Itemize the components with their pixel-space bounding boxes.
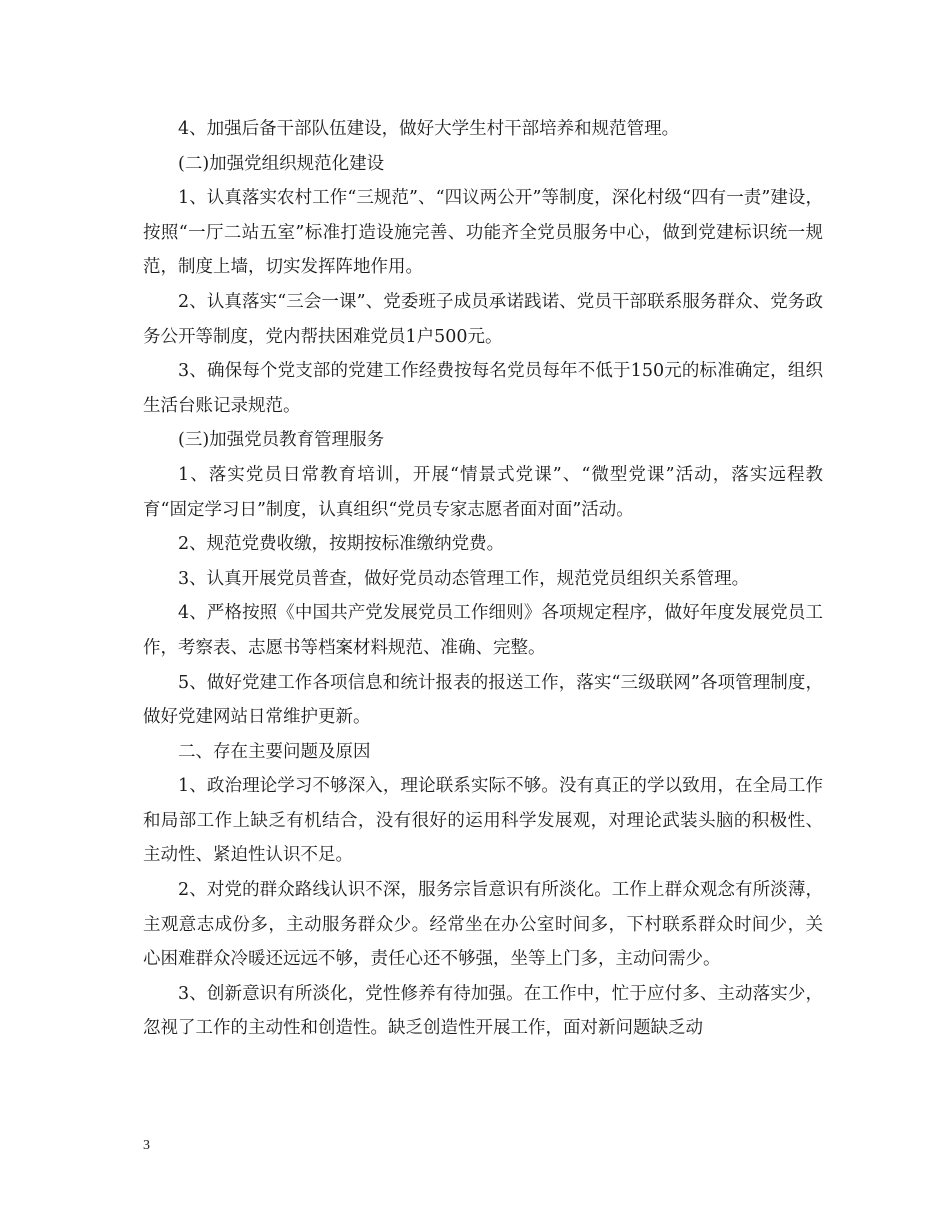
section-heading-main-problems: 二、存在主要问题及原因 [178,741,371,762]
paragraph-item-1-daily-training: 1、落实党员日常教育培训，开展“情景式党课”、“微型党课”活动，落实远程教育“固定学习日”制度，认真组织“党员专家志愿者面对面”活动。 [143,464,823,520]
paragraph-item-4-reserve-cadres: 4、加强后备干部队伍建设，做好大学生村干部培养和规范管理。 [178,119,680,139]
paragraph-item-3-funding: 3、确保每个党支部的党建工作经费按每名党员每年不低于150元的标准确定，组织生活台账记录规范。 [143,361,823,416]
paragraph-item-5-statistics-reporting: 5、做好党建工作各项信息和统计报表的报送工作，落实“三级联网”各项管理制度，做好党建网站日常维护更新。 [143,672,823,728]
section-heading-party-org-standardization: (二)加强党组织规范化建设 [178,153,385,174]
page-number: 3 [143,1138,150,1153]
paragraph-item-2-three-meetings-one-lesson: 2、认真落实“三会一课”、党委班子成员承诺践诺、党员干部联系服务群众、党务政务公开等制度，党内帮扶困难党员1户500元。 [143,291,823,347]
paragraph-item-1-rural-work-rules: 1、认真落实农村工作“三规范”、“四议两公开”等制度，深化村级“四有一责”建设，按照“一厅二站五室”标准打造设施完善、功能齐全党员服务中心，做到党建标识统一规范，制度上墙，切实发挥阵地作用。 [143,188,823,278]
section-heading-member-education: (三)加强党员教育管理服务 [178,430,385,451]
paragraph-problem-3-innovation: 3、创新意识有所淡化，党性修养有待加强。在工作中，忙于应付多、主动落实少，忽视了工作的主动性和创造性。缺乏创造性开展工作，面对新问题缺乏动 [143,983,823,1039]
paragraph-item-2-party-dues: 2、规范党费收缴，按期按标准缴纳党费。 [178,534,505,555]
document-body [143,112,823,1046]
paragraph-problem-1-theory-study: 1、政治理论学习不够深入，理论联系实际不够。没有真正的学以致用，在全局工作和局部工作上缺乏有机结合，没有很好的运用科学发展观，对理论武装头脑的积极性、主动性、紧迫性认识不足。 [143,776,823,866]
paragraph-item-4-member-development: 4、严格按照《中国共产党发展党员工作细则》各项规定程序，做好年度发展党员工作，考察表、志愿书等档案材料规范、准确、完整。 [143,603,823,658]
paragraph-item-3-member-census: 3、认真开展党员普查，做好党员动态管理工作，规范党员组织关系管理。 [178,568,750,589]
paragraph-problem-2-mass-line: 2、对党的群众路线认识不深，服务宗旨意识有所淡化。工作上群众观念有所淡薄，主观意志成份多，主动服务群众少。经常坐在办公室时间多，下村联系群众时间少，关心困难群众冷暖还远远不够，责任心还不够强，坐等上门多，主动问需少。 [143,880,823,970]
